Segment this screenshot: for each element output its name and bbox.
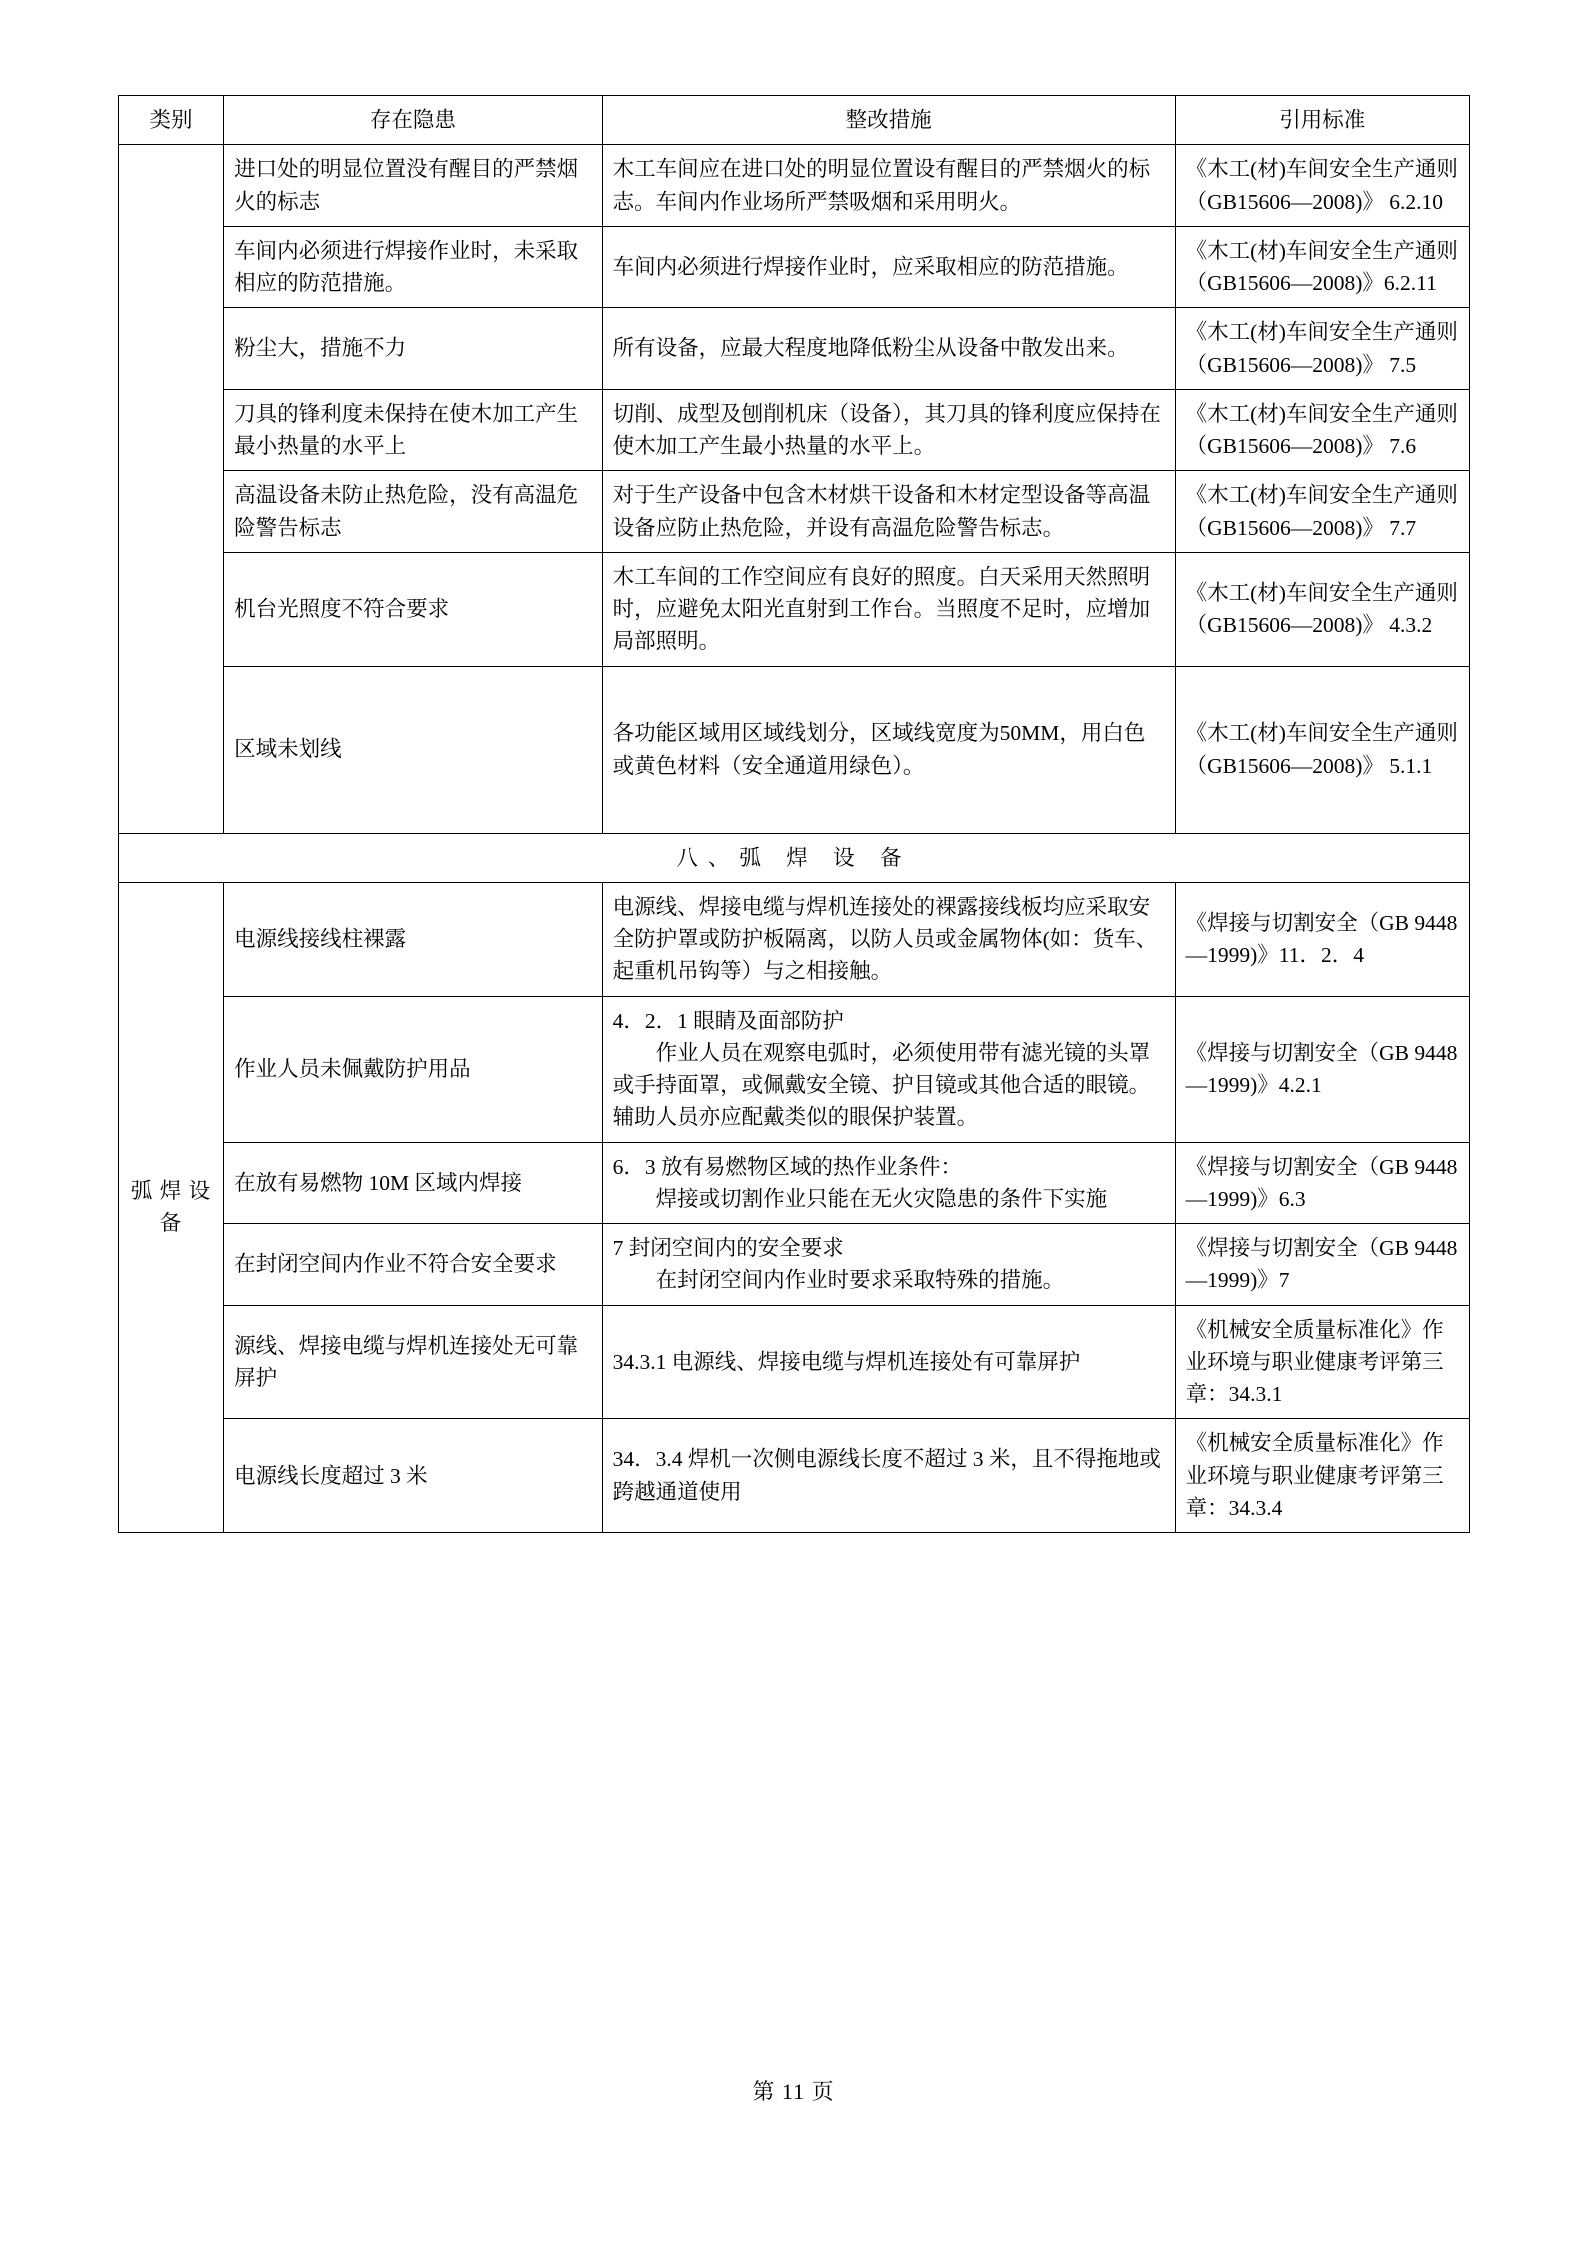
- column-header-measure: 整改措施: [602, 96, 1175, 145]
- hazard-cell: 高温设备未防止热危险，没有高温危险警告标志: [224, 471, 602, 553]
- table-row: [119, 226, 1470, 308]
- measure-line-2: 在封闭空间内作业时要求采取特殊的措施。: [655, 1268, 1065, 1293]
- column-header-standard: 引用标准: [1175, 96, 1469, 145]
- standard-cell: 《木工(材)车间安全生产通则（GB15606—2008)》 7.5: [1175, 308, 1469, 390]
- measure-cell: [602, 996, 1175, 1142]
- table-row: [119, 1419, 1470, 1533]
- page-footer: [0, 2075, 1587, 2106]
- hazard-cell: 车间内必须进行焊接作业时，未采取相应的防范措施。: [224, 226, 602, 308]
- standard-cell: 《机械安全质量标准化》作业环境与职业健康考评第三章：34.3.4: [1175, 1419, 1469, 1533]
- page-number: 第 11 页: [752, 2079, 835, 2104]
- measure-cell: 车间内必须进行焊接作业时，应采取相应的防范措施。: [602, 226, 1175, 308]
- hazard-cell: 源线、焊接电缆与焊机连接处无可靠屏护: [224, 1305, 602, 1419]
- table-row: [119, 882, 1470, 996]
- standard-cell: 《木工(材)车间安全生产通则（GB15606—2008)》 7.7: [1175, 471, 1469, 553]
- standard-cell: 《机械安全质量标准化》作业环境与职业健康考评第三章：34.3.1: [1175, 1305, 1469, 1419]
- standard-cell: 《木工(材)车间安全生产通则（GB15606—2008)》 5.1.1: [1175, 666, 1469, 833]
- table-row: [119, 1142, 1470, 1224]
- measure-cell: 木工车间应在进口处的明显位置设有醒目的严禁烟火的标志。车间内作业场所严禁吸烟和采用明火。: [602, 145, 1175, 227]
- measure-line-1: 4．2．1 眼睛及面部防护: [612, 1008, 844, 1033]
- standard-cell: 《焊接与切割安全（GB 9448—1999)》7: [1175, 1224, 1469, 1306]
- standard-cell: 《木工(材)车间安全生产通则（GB15606—2008)》 7.6: [1175, 389, 1469, 471]
- measure-cell: 各功能区域用区域线划分，区域线宽度为50MM，用白色或黄色材料（安全通道用绿色）。: [602, 666, 1175, 833]
- hazard-cell: 在放有易燃物 10M 区域内焊接: [224, 1142, 602, 1224]
- standard-cell: 《焊接与切割安全（GB 9448—1999)》6.3: [1175, 1142, 1469, 1224]
- measure-cell: 电源线、焊接电缆与焊机连接处的裸露接线板均应采取安全防护罩或防护板隔离，以防人员或金属物体(如：货车、起重机吊钩等）与之相接触。: [602, 882, 1175, 996]
- hazard-cell: 区域未划线: [224, 666, 602, 833]
- hazard-rectification-table: [118, 95, 1470, 1533]
- hazard-cell: 刀具的锋利度未保持在使木加工产生最小热量的水平上: [224, 389, 602, 471]
- hazard-cell: 粉尘大，措施不力: [224, 308, 602, 390]
- table-row: [119, 471, 1470, 553]
- table-row: [119, 308, 1470, 390]
- table-header-row: [119, 96, 1470, 145]
- hazard-cell: 电源线接线柱裸露: [224, 882, 602, 996]
- table-row: [119, 145, 1470, 227]
- standard-cell: 《焊接与切割安全（GB 9448—1999)》4.2.1: [1175, 996, 1469, 1142]
- section-title: 八、弧 焊 设 备: [119, 833, 1470, 882]
- measure-line-1: 6．3 放有易燃物区域的热作业条件：: [612, 1154, 962, 1179]
- hazard-cell: 作业人员未佩戴防护用品: [224, 996, 602, 1142]
- measure-cell: 对于生产设备中包含木材烘干设备和木材定型设备等高温设备应防止热危险，并设有高温危险警告标志。: [602, 471, 1175, 553]
- measure-cell: 所有设备，应最大程度地降低粉尘从设备中散发出来。: [602, 308, 1175, 390]
- hazard-cell: 进口处的明显位置没有醒目的严禁烟火的标志: [224, 145, 602, 227]
- standard-cell: 《木工(材)车间安全生产通则（GB15606—2008)》 4.3.2: [1175, 552, 1469, 666]
- table-row: [119, 1305, 1470, 1419]
- hazard-cell: 机台光照度不符合要求: [224, 552, 602, 666]
- measure-cell: [602, 1224, 1175, 1306]
- measure-cell: 木工车间的工作空间应有良好的照度。白天采用天然照明时，应避免太阳光直射到工作台。当照度不足时，应增加局部照明。: [602, 552, 1175, 666]
- column-header-category: 类别: [119, 96, 224, 145]
- category-cell-arc-welding: 弧 焊 设 备: [119, 882, 224, 1532]
- column-header-hazard: 存在隐患: [224, 96, 602, 145]
- measure-line-2: 作业人员在观察电弧时，必须使用带有滤光镜的头罩或手持面罩，或佩戴安全镜、护目镜或其他合适的眼镜。辅助人员亦应配戴类似的眼保护装置。: [612, 1040, 1151, 1130]
- hazard-cell: 在封闭空间内作业不符合安全要求: [224, 1224, 602, 1306]
- table-row: [119, 1224, 1470, 1306]
- table-row: [119, 666, 1470, 833]
- measure-line-1: 7 封闭空间内的安全要求: [612, 1236, 844, 1260]
- standard-cell: 《木工(材)车间安全生产通则（GB15606—2008)》 6.2.10: [1175, 145, 1469, 227]
- measure-cell: 34.3.1 电源线、焊接电缆与焊机连接处有可靠屏护: [602, 1305, 1175, 1419]
- category-cell-empty: [119, 145, 224, 833]
- section-title-row: [119, 833, 1470, 882]
- measure-line-2: 焊接或切割作业只能在无火灾隐患的条件下实施: [655, 1186, 1108, 1211]
- measure-cell: 切削、成型及刨削机床（设备），其刀具的锋利度应保持在使木加工产生最小热量的水平上。: [602, 389, 1175, 471]
- standard-cell: 《焊接与切割安全（GB 9448—1999)》11．2．4: [1175, 882, 1469, 996]
- hazard-cell: 电源线长度超过 3 米: [224, 1419, 602, 1533]
- table-row: [119, 389, 1470, 471]
- table-row: [119, 996, 1470, 1142]
- measure-cell: [602, 1142, 1175, 1224]
- measure-cell: 34．3.4 焊机一次侧电源线长度不超过 3 米，且不得拖地或跨越通道使用: [602, 1419, 1175, 1533]
- table-row: [119, 552, 1470, 666]
- standard-cell: 《木工(材)车间安全生产通则（GB15606—2008)》6.2.11: [1175, 226, 1469, 308]
